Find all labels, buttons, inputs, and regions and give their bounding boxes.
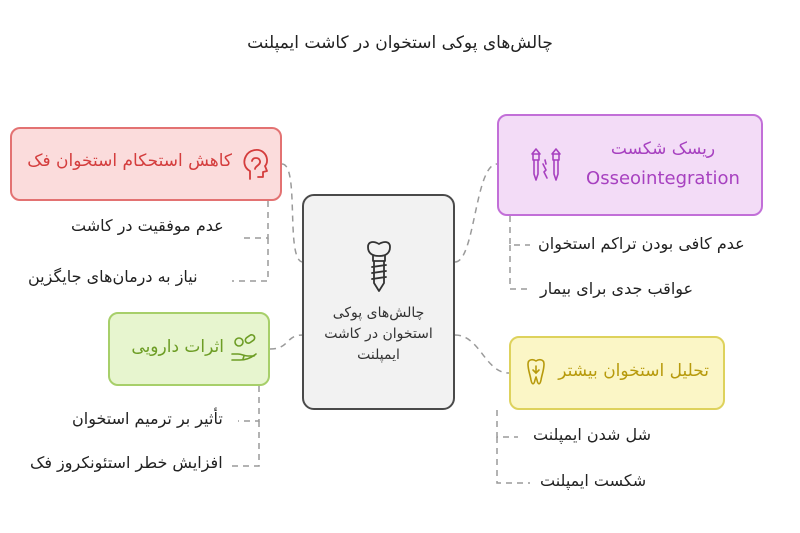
connector-purple-leaf-2 — [510, 245, 530, 289]
connector-yellow-branch — [455, 335, 509, 373]
branch-label-line1: ریسک شکست — [610, 139, 716, 159]
connector-purple-branch — [455, 164, 497, 262]
leaf-yellow-1: شل شدن ایمپلنت — [533, 425, 652, 444]
connector-green-leaf-2 — [232, 421, 259, 466]
branch-label: کاهش استحکام استخوان فک — [27, 151, 232, 171]
head-profile-icon — [240, 147, 270, 181]
connector-red-leaf-1 — [240, 201, 268, 238]
leaf-green-2: افزایش خطر استئونکروز فک — [30, 453, 223, 472]
branch-label-line2: Osseointegration — [586, 168, 740, 189]
branch-jaw-bone-strength — [10, 127, 282, 201]
pills-in-hand-icon — [230, 334, 258, 364]
leaf-green-1: تأثیر بر ترمیم استخوان — [72, 409, 223, 428]
connector-yellow-leaf-2 — [497, 437, 530, 483]
tooth-down-arrow-icon — [525, 358, 547, 388]
leaf-purple-2: عواقب جدی برای بیمار — [540, 279, 694, 298]
connector-green-branch — [270, 335, 303, 349]
leaf-purple-1: عدم کافی بودن تراکم استخوان — [538, 234, 745, 253]
connector-red-branch — [282, 164, 303, 262]
connector-purple-leaf-1 — [510, 216, 530, 245]
leaf-red-2: نیاز به درمان‌های جایگزین — [28, 267, 198, 286]
branch-bone-resorption — [509, 336, 725, 410]
branch-osseointegration-risk — [497, 114, 763, 216]
center-node — [302, 194, 455, 410]
dental-implant-icon — [364, 239, 394, 295]
diagram-title: چالش‌های پوکی استخوان در کاشت ایمپلنت — [247, 33, 553, 53]
center-label: چالش‌های پوکی استخوان در کاشت ایمپلنت — [324, 304, 433, 363]
branch-label: تحلیل استخوان بیشتر — [558, 361, 709, 381]
branch-drug-effects — [108, 312, 270, 386]
implants-icon — [529, 146, 563, 188]
leaf-yellow-2: شکست ایمپلنت — [540, 471, 647, 490]
leaf-red-1: عدم موفقیت در کاشت — [71, 216, 224, 235]
branch-label: اثرات دارویی — [131, 337, 224, 357]
connector-yellow-leaf-1 — [497, 410, 518, 437]
connector-green-leaf-1 — [238, 386, 259, 421]
connector-red-leaf-2 — [232, 238, 268, 281]
